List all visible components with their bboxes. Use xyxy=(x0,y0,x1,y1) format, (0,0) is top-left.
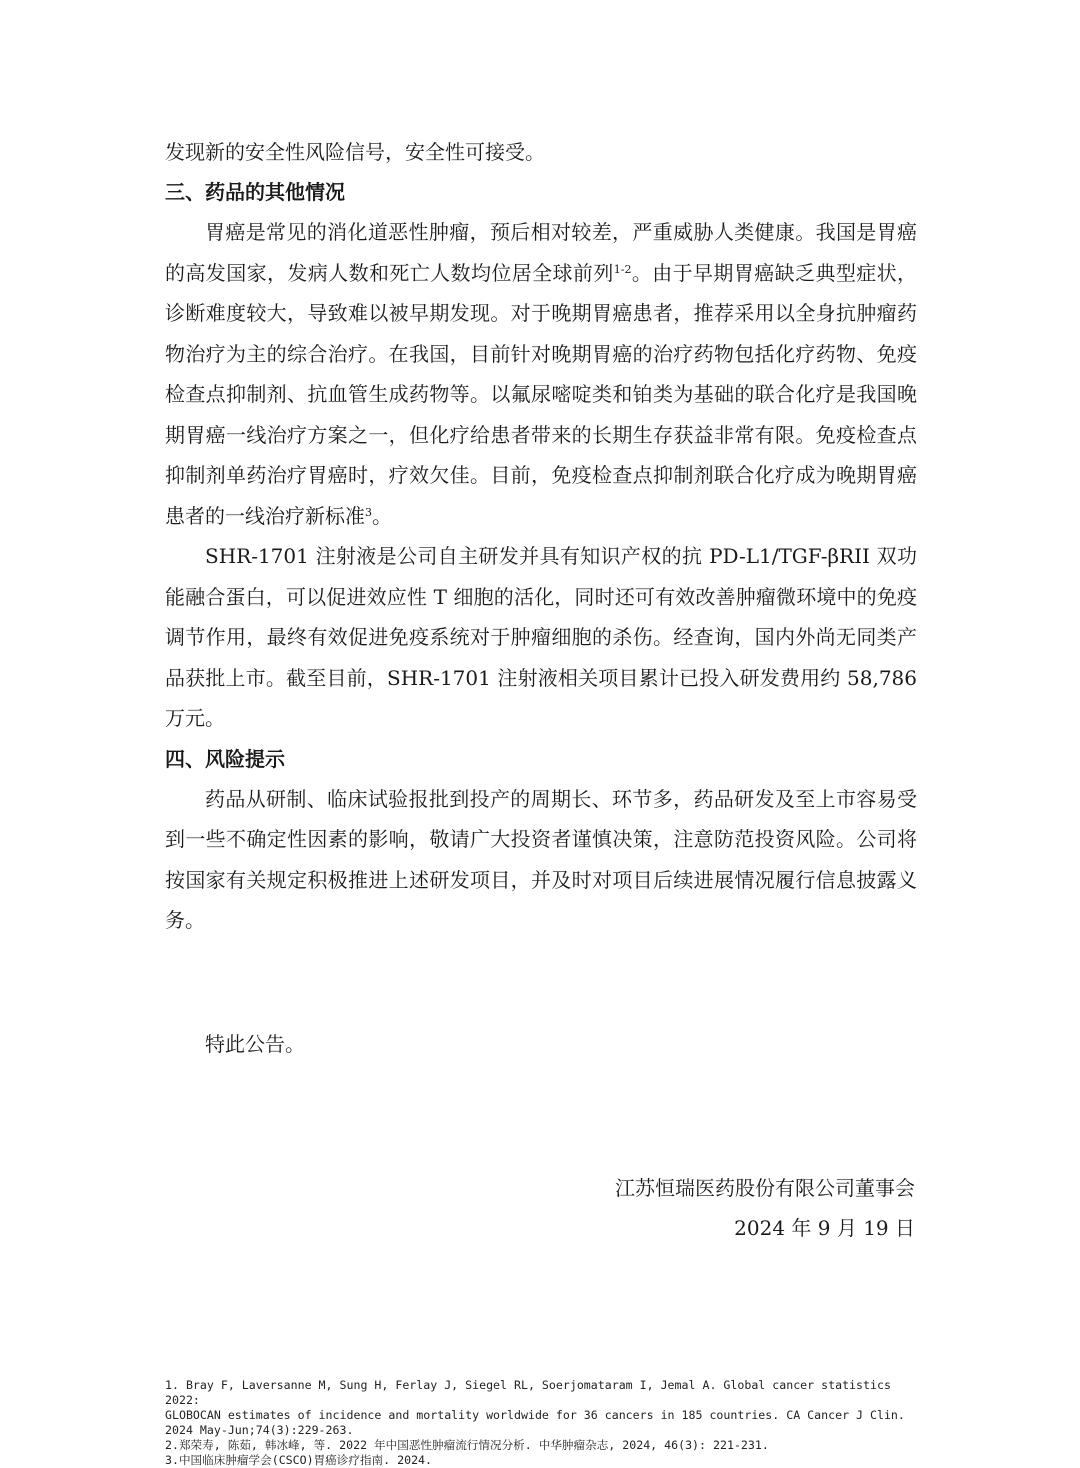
section-3-paragraph-2: SHR-1701 注射液是公司自主研发并具有知识产权的抗 PD-L1/TGF-βRII 双功能融合蛋白，可以促进效应性 T 细胞的活化，同时还可有效改善肿瘤微环境中的免疫调节作用，最终有效促进免疫系统对于肿瘤细胞的杀伤。经查询，国内外尚无同类产品获批上市。截至目前，SHR-1701 注射液相关项目累计已投入研发费用约 58,786 万元。 xyxy=(165,544,917,730)
signature-block xyxy=(615,1168,915,1248)
section-3-p1-text-c: 。 xyxy=(372,503,392,528)
signature-date: 2024 年 9 月 19 日 xyxy=(734,1216,915,1240)
section-4-paragraph-1: 药品从研制、临床试验报批到投产的周期长、环节多，药品研发及至上市容易受到一些不确定性因素的影响，敬请广大投资者谨慎决策，注意防范投资风险。公司将按国家有关规定积极推进上述研发项目，并及时对项目后续进展情况履行信息披露义务。 xyxy=(165,786,917,932)
reference-superscript-3: 3 xyxy=(365,505,372,519)
footnote-line: GLOBOCAN estimates of incidence and mortality worldwide for 36 cancers in 185 countries. CA Cancer J Clin. xyxy=(165,1408,905,1422)
section-4-heading: 四、风险提示 xyxy=(165,746,285,771)
intro-line: 发现新的安全性风险信号，安全性可接受。 xyxy=(165,140,545,164)
footnotes xyxy=(165,1378,925,1468)
footnote-line: 2024 May-Jun;74(3):229-263. xyxy=(165,1423,354,1437)
section-3-p1-text-b: 。由于早期胃癌缺乏典型症状，诊断难度较大，导致难以被早期发现。对于晚期胃癌患者，推荐采用以全身抗肿瘤药物治疗为主的综合治疗。在我国，目前针对晚期胃癌的治疗药物包括化疗药物、免疫检查点抑制剂、抗血管生成药物等。以氟尿嘧啶类和铂类为基础的联合化疗是我国晚期胃癌一线治疗方案之一，但化疗给患者带来的长期生存获益非常有限。免疫检查点抑制剂单药治疗胃癌时，疗效欠佳。目前，免疫检查点抑制剂联合化疗成为晚期胃癌患者的一线治疗新标准 xyxy=(165,260,918,528)
reference-superscript-1-2: 1-2 xyxy=(613,262,632,276)
footnote-line: 1. Bray F, Laversanne M, Sung H, Ferlay J, Siegel RL, Soerjomataram I, Jemal A. Global cancer statistics 2022: xyxy=(165,1378,891,1407)
closing-notice: 特此公告。 xyxy=(205,1032,305,1056)
main-content xyxy=(165,132,917,941)
section-3-p1-text-a: 胃癌是常见的消化道恶性肿瘤，预后相对较差，严重威胁人类健康。我国是胃癌的高发国家，发病人数和死亡人数均位居全球前列 xyxy=(165,220,917,285)
section-3-heading: 三、药品的其他情况 xyxy=(165,180,345,204)
section-3-paragraph-1 xyxy=(165,212,917,536)
signature-company: 江苏恒瑞医药股份有限公司董事会 xyxy=(615,1176,915,1200)
footnote-line: 3.中国临床肿瘤学会(CSCO)胃癌诊疗指南. 2024. xyxy=(165,1453,433,1467)
footnote-line: 2.郑荣寿, 陈茹, 韩冰峰, 等. 2022 年中国恶性肿瘤流行情况分析. 中华肿瘤杂志, 2024, 46(3): 221-231. xyxy=(165,1438,769,1452)
